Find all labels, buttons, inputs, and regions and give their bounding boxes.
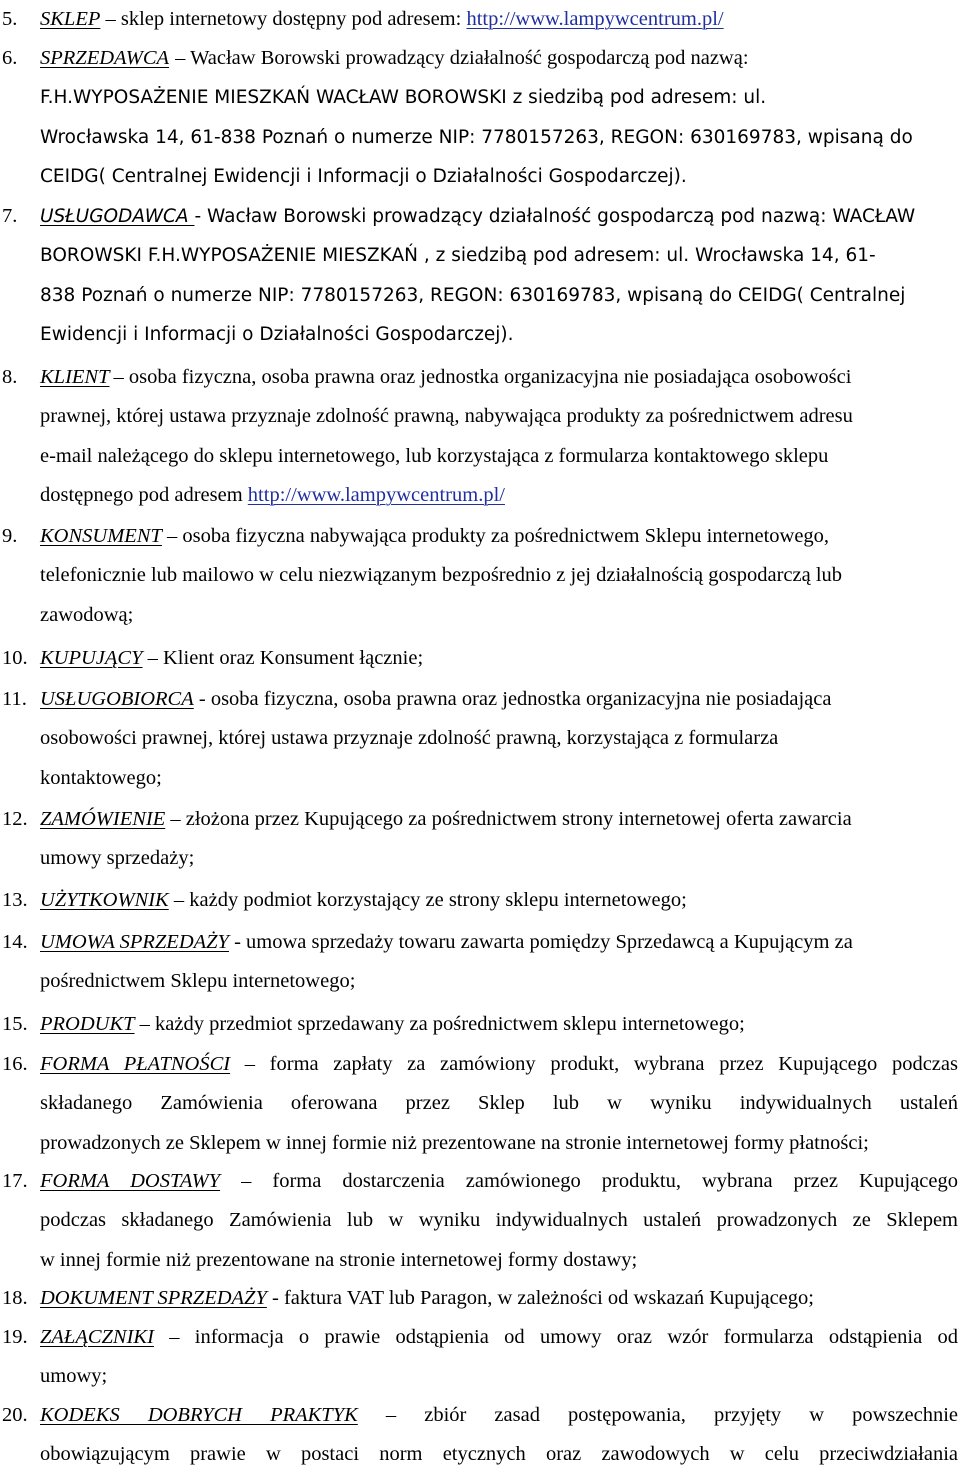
definition-item-18 xyxy=(0,1279,958,1318)
item-number: 18. xyxy=(2,1287,28,1309)
definition-item-16 xyxy=(0,1045,958,1163)
definition-item-8: 8. KLIENT – osoba fizyczna, osoba prawna oraz jednostka organizacyjna nie posiadająca osobowości prawnej, której ustawa przyznaje zdolność prawną, nabywająca produkty za pośrednictwem adresu e-mail należącego do sklepu internetowego, lub korzystająca z formularza kontaktowego sklepu dostępnego pod adresem http://www.lampywcentrum.pl/ xyxy=(0,358,958,515)
definition-line: – Klient oraz Konsument łącznie; xyxy=(142,647,424,669)
term-produkt: PRODUKT xyxy=(40,1013,135,1035)
definition-item-14 xyxy=(0,923,958,1002)
definition-line: - faktura VAT lub Paragon, w zależności od wskazań Kupującego; xyxy=(266,1287,814,1309)
definition-line: kontaktowego; xyxy=(40,766,162,789)
term-umowa-sprzedazy: UMOWA SPRZEDAŻY xyxy=(40,931,229,953)
definition-line: osobowości prawnej, której ustawa przyznaje zdolność prawną, korzystająca z formularza xyxy=(40,727,779,750)
definition-line: umowy; xyxy=(40,1365,108,1388)
definition-line: składanego Zamówienia oferowana przez Sklep lub w wyniku indywidualnych ustaleń xyxy=(40,1092,958,1115)
term-forma-platnosci: FORMA PŁATNOŚCI xyxy=(40,1053,231,1075)
definition-line: prawnej, której ustawa przyznaje zdolność prawną, nabywająca produkty za pośrednictwem adresu xyxy=(40,405,853,428)
definition-item-5 xyxy=(0,0,958,39)
definition-item-12 xyxy=(0,800,958,879)
item-number: 13. xyxy=(2,889,28,911)
item-number: 9. xyxy=(2,525,18,547)
definition-line: – informacja o prawie odstąpienia od umowy oraz wzór formularza odstąpienia od xyxy=(153,1326,958,1348)
definition-text: – sklep internetowy dostępny pod adresem: xyxy=(100,8,467,30)
definition-line: dostępnego pod adresem xyxy=(40,483,248,506)
item-number: 20. xyxy=(2,1404,28,1426)
definition-line: – złożona przez Kupującego za pośrednictwem strony internetowej oferta zawarcia xyxy=(165,808,852,830)
definition-item-19 xyxy=(0,1318,958,1397)
definition-line: obowiązującym prawie w postaci norm etycznych oraz zawodowych w celu przeciwdziałania xyxy=(40,1443,958,1466)
term-kodeks-dobrych-praktyk: KODEKS DOBRYCH PRAKTYK xyxy=(40,1404,358,1426)
definition-line: pośrednictwem Sklepu internetowego; xyxy=(40,970,356,993)
definition-line: – zbiór zasad postępowania, przyjęty w powszechnie xyxy=(357,1404,959,1426)
definition-line: w innej formie niż prezentowane na stronie internetowej formy dostawy; xyxy=(40,1248,638,1271)
shop-link[interactable]: http://www.lampywcentrum.pl/ xyxy=(247,483,505,506)
term-kupujacy: KUPUJĄCY xyxy=(40,647,143,669)
item-number: 7. xyxy=(2,205,18,227)
item-number: 15. xyxy=(2,1013,28,1035)
definition-line: BOROWSKI F.H.WYPOSAŻENIE MIESZKAŃ , z siedzibą pod adresem: ul. Wrocławska 14, 61- xyxy=(40,245,876,267)
definition-line: osoba fizyczna, osoba prawna oraz jednostka organizacyjna nie posiadająca osobowości xyxy=(123,366,852,388)
definition-item-7 xyxy=(0,197,958,354)
definition-line: – osoba fizyczna nabywająca produkty za pośrednictwem Sklepu internetowego, xyxy=(161,525,830,547)
definition-item-15 xyxy=(0,1005,958,1044)
definition-line: – każdy podmiot korzystający ze strony sklepu internetowego; xyxy=(168,889,687,911)
definition-item-13 xyxy=(0,881,958,920)
definition-line: e-mail należącego do sklepu internetowego, lub korzystająca z formularza kontaktowego sklepu xyxy=(40,444,829,467)
item-number: 11. xyxy=(2,688,27,710)
definition-line: 838 Poznań o numerze NIP: 7780157263, REGON: 630169783, wpisaną do CEIDG( Centralnej xyxy=(40,284,906,306)
term-uslugodawca: USŁUGODAWCA xyxy=(40,206,195,227)
term-sklep: SKLEP xyxy=(40,8,101,30)
item-number: 14. xyxy=(2,931,28,953)
item-number: 6. xyxy=(2,47,18,69)
definition-line: umowy sprzedaży; xyxy=(40,847,195,870)
term-zamowienie: ZAMÓWIENIE xyxy=(40,808,166,830)
definition-line: – każdy przedmiot sprzedawany za pośrednictwem sklepu internetowego; xyxy=(134,1013,745,1035)
item-number: 16. xyxy=(2,1053,28,1075)
definition-line: CEIDG( Centralnej Ewidencji i Informacji o Działalności Gospodarczej). xyxy=(40,165,687,187)
definition-item-11 xyxy=(0,680,958,798)
term-forma-dostawy: FORMA DOSTAWY xyxy=(40,1170,221,1192)
definition-line: F.H.WYPOSAŻENIE MIESZKAŃ WACŁAW BOROWSKI z siedzibą pod adresem: ul. xyxy=(40,87,767,109)
definition-line: Wrocławska 14, 61-838 Poznań o numerze NIP: 7780157263, REGON: 630169783, wpisaną do xyxy=(40,126,913,148)
term-dokument-sprzedazy: DOKUMENT SPRZEDAŻY xyxy=(40,1287,267,1309)
item-number: 10. xyxy=(2,647,28,669)
definition-line: – forma zapłaty za zamówiony produkt, wybrana przez Kupującego podczas xyxy=(230,1053,958,1075)
term-sprzedawca: SPRZEDAWCA xyxy=(40,47,170,69)
item-number: 19. xyxy=(2,1326,28,1348)
term-konsument: KONSUMENT xyxy=(40,525,162,547)
definition-line: - Wacław Borowski prowadzący działalność gospodarczą pod nazwą: WACŁAW xyxy=(194,206,916,227)
definition-line: – Wacław Borowski prowadzący działalność gospodarczą pod nazwą: xyxy=(175,47,749,69)
definition-item-9 xyxy=(0,517,958,635)
definition-line: - umowa sprzedaży towaru zawarta pomiędzy Sprzedawcą a Kupującym za xyxy=(228,931,853,953)
item-number: 5. xyxy=(2,8,18,30)
definition-line: podczas składanego Zamówienia lub w wyniku indywidualnych ustaleń prowadzonych ze Sklepem xyxy=(40,1209,958,1232)
shop-link[interactable]: http://www.lampywcentrum.pl/ xyxy=(466,8,724,30)
definition-line: zawodową; xyxy=(40,603,134,626)
definition-item-10 xyxy=(0,639,958,678)
item-number: 8. xyxy=(2,366,18,388)
definition-line: - osoba fizyczna, osoba prawna oraz jednostka organizacyjna nie posiadająca xyxy=(193,688,832,710)
definition-item-20 xyxy=(0,1396,958,1475)
definition-line: – forma dostarczenia zamówionego produktu, wybrana przez Kupującego xyxy=(220,1170,958,1192)
item-number: 12. xyxy=(2,808,28,830)
definition-line: Ewidencji i Informacji o Działalności Gospodarczej). xyxy=(40,323,514,345)
definition-item-6 xyxy=(0,39,958,196)
item-number: 17. xyxy=(2,1170,28,1192)
definition-item-17 xyxy=(0,1162,958,1280)
term-uslugobiorca: USŁUGOBIORCA xyxy=(40,688,194,710)
term-zalaczniki: ZAŁĄCZNIKI xyxy=(40,1326,154,1348)
definition-line: prowadzonych ze Sklepem w innej formie niż prezentowane na stronie internetowej formy płatności; xyxy=(40,1131,869,1154)
definition-line: telefonicznie lub mailowo w celu niezwiązanym bezpośrednio z jej działalnością gospodarczą lub xyxy=(40,564,843,587)
term-klient: KLIENT xyxy=(40,366,110,388)
term-uzytkownik: UŻYTKOWNIK xyxy=(40,889,169,911)
